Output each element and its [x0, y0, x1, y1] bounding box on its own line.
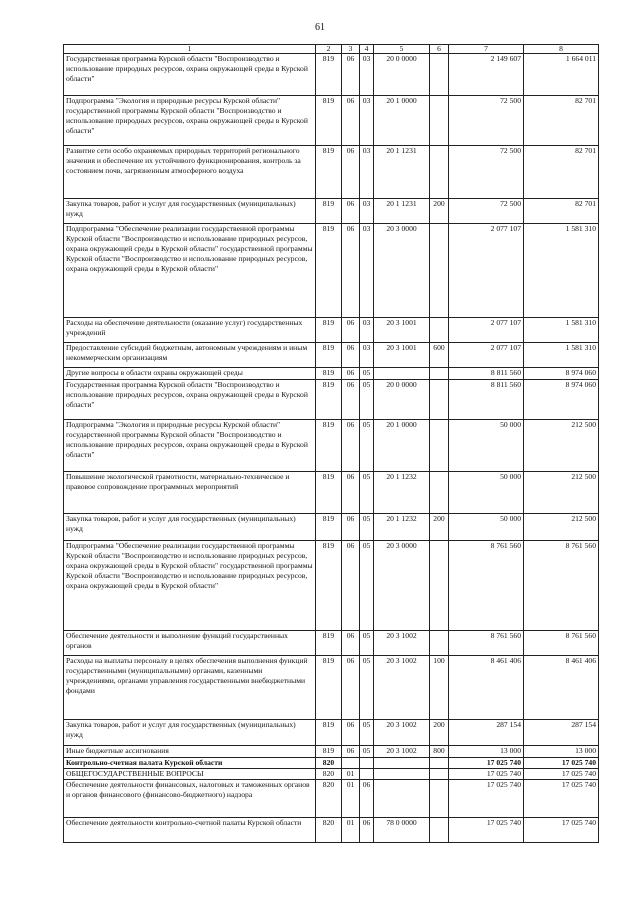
cell-subsection	[360, 758, 374, 769]
row-name: Государственная программа Курской области "Воспроизводство и использование природных ресурсов, охрана окружающей среды в Курской области"	[64, 54, 316, 96]
cell-subsection: 03	[360, 318, 374, 343]
cell-section: 06	[342, 541, 360, 631]
table-row	[64, 780, 599, 818]
cell-ministry: 820	[316, 780, 342, 818]
cell-section: 06	[342, 472, 360, 514]
cell-subsection: 05	[360, 420, 374, 472]
cell-section: 06	[342, 420, 360, 472]
cell-amount-year2: 17 025 740	[524, 780, 599, 818]
table-row	[64, 514, 599, 541]
cell-section: 06	[342, 54, 360, 96]
cell-amount-year2: 287 154	[524, 720, 599, 746]
cell-subsection: 05	[360, 368, 374, 380]
cell-target-article	[374, 780, 430, 818]
column-header: 4	[360, 45, 374, 54]
cell-amount-year1: 8 461 406	[449, 656, 524, 720]
cell-subsection: 05	[360, 746, 374, 758]
cell-ministry: 819	[316, 720, 342, 746]
cell-amount-year1: 2 077 107	[449, 318, 524, 343]
cell-expense-type	[430, 780, 449, 818]
cell-section: 06	[342, 343, 360, 368]
table-row	[64, 541, 599, 631]
cell-amount-year1: 287 154	[449, 720, 524, 746]
cell-subsection: 05	[360, 380, 374, 420]
cell-ministry: 820	[316, 758, 342, 769]
table-row	[64, 769, 599, 780]
cell-ministry: 819	[316, 343, 342, 368]
cell-target-article: 20 3 1002	[374, 720, 430, 746]
cell-amount-year1: 72 500	[449, 96, 524, 146]
cell-amount-year1: 8 811 560	[449, 380, 524, 420]
row-name: Расходы на выплаты персоналу в целях обеспечения выполнения функций государственными (муниципальными) органами, казенными учреждениями, органами управления государственными внебюджетными фондами	[64, 656, 316, 720]
cell-subsection: 05	[360, 514, 374, 541]
column-header: 2	[316, 45, 342, 54]
cell-target-article: 20 3 1001	[374, 343, 430, 368]
table-row	[64, 146, 599, 199]
cell-expense-type	[430, 380, 449, 420]
cell-expense-type	[430, 368, 449, 380]
cell-amount-year1: 17 025 740	[449, 818, 524, 843]
row-name: Предоставление субсидий бюджетным, автономным учреждениям и иным некоммерческим организациям	[64, 343, 316, 368]
cell-section: 06	[342, 224, 360, 318]
row-name: Подпрограмма "Экология и природные ресурсы Курской области" государственной программы Курской области "Воспроизводство и использование природных ресурсов, охрана окружающей среды в Курской области"	[64, 420, 316, 472]
cell-expense-type	[430, 224, 449, 318]
cell-ministry: 819	[316, 541, 342, 631]
cell-expense-type: 100	[430, 656, 449, 720]
row-name: Обеспечение деятельности финансовых, налоговых и таможенных органов и органов финансового (финансово-бюджетного) надзора	[64, 780, 316, 818]
cell-subsection: 03	[360, 343, 374, 368]
table-row	[64, 656, 599, 720]
row-name: Закупка товаров, работ и услуг для государственных (муниципальных) нужд	[64, 514, 316, 541]
row-name: Закупка товаров, работ и услуг для государственных (муниципальных) нужд	[64, 199, 316, 224]
table-row	[64, 631, 599, 656]
cell-target-article: 20 1 1232	[374, 514, 430, 541]
table-row	[64, 318, 599, 343]
cell-expense-type: 800	[430, 746, 449, 758]
cell-ministry: 819	[316, 631, 342, 656]
cell-expense-type	[430, 472, 449, 514]
table-row	[64, 199, 599, 224]
cell-amount-year2: 8 761 560	[524, 631, 599, 656]
cell-target-article: 20 0 0000	[374, 54, 430, 96]
cell-amount-year1: 8 761 560	[449, 541, 524, 631]
row-name: Подпрограмма "Обеспечение реализации государственной программы Курской области "Воспроизводство и использование природных ресурсов, охрана окружающей среды в Курской области" государственной программы Курской области "Воспроизводство и использование природных ресурсов, охрана окружающей среды в Курской области"	[64, 224, 316, 318]
cell-expense-type	[430, 54, 449, 96]
cell-ministry: 819	[316, 380, 342, 420]
cell-section: 01	[342, 818, 360, 843]
cell-expense-type	[430, 318, 449, 343]
cell-section: 06	[342, 631, 360, 656]
header-row	[64, 45, 599, 54]
cell-amount-year1: 50 000	[449, 420, 524, 472]
table-row	[64, 746, 599, 758]
column-header: 1	[64, 45, 316, 54]
column-header: 7	[449, 45, 524, 54]
cell-subsection: 06	[360, 818, 374, 843]
row-name: Подпрограмма "Обеспечение реализации государственной программы Курской области "Воспроизводство и использование природных ресурсов, охрана окружающей среды в Курской области" государственной программы Курской области "Воспроизводство и использование природных ресурсов, охрана окружающей среды в Курской области"	[64, 541, 316, 631]
cell-amount-year1: 8 761 560	[449, 631, 524, 656]
cell-subsection: 05	[360, 656, 374, 720]
cell-amount-year2: 8 974 060	[524, 368, 599, 380]
cell-target-article: 20 1 0000	[374, 420, 430, 472]
cell-amount-year2: 1 581 310	[524, 343, 599, 368]
cell-subsection: 03	[360, 224, 374, 318]
table-row	[64, 96, 599, 146]
table-row	[64, 720, 599, 746]
cell-amount-year1: 13 000	[449, 746, 524, 758]
cell-target-article	[374, 368, 430, 380]
cell-section: 06	[342, 96, 360, 146]
cell-ministry: 819	[316, 656, 342, 720]
cell-expense-type	[430, 769, 449, 780]
cell-amount-year1: 50 000	[449, 514, 524, 541]
row-name: Контрольно-счетная палата Курской области	[64, 758, 316, 769]
cell-amount-year1: 50 000	[449, 472, 524, 514]
cell-ministry: 820	[316, 769, 342, 780]
cell-subsection: 05	[360, 472, 374, 514]
cell-ministry: 819	[316, 224, 342, 318]
cell-section: 01	[342, 769, 360, 780]
table-row	[64, 818, 599, 843]
cell-expense-type	[430, 146, 449, 199]
table-row	[64, 380, 599, 420]
cell-ministry: 819	[316, 420, 342, 472]
cell-amount-year2: 8 974 060	[524, 380, 599, 420]
cell-expense-type	[430, 420, 449, 472]
cell-target-article: 20 1 1231	[374, 146, 430, 199]
table-row	[64, 368, 599, 380]
cell-target-article: 20 1 0000	[374, 96, 430, 146]
cell-ministry: 819	[316, 368, 342, 380]
cell-expense-type	[430, 96, 449, 146]
cell-ministry: 819	[316, 54, 342, 96]
cell-target-article: 20 3 1002	[374, 746, 430, 758]
cell-expense-type: 600	[430, 343, 449, 368]
row-name: Государственная программа Курской области "Воспроизводство и использование природных ресурсов, охрана окружающей среды в Курской области"	[64, 380, 316, 420]
cell-amount-year2: 8 761 560	[524, 541, 599, 631]
cell-amount-year1: 17 025 740	[449, 769, 524, 780]
row-name: Повышение экологической грамотности, материально-техническое и правовое сопровождение программных мероприятий	[64, 472, 316, 514]
column-header: 6	[430, 45, 449, 54]
cell-target-article: 20 3 0000	[374, 224, 430, 318]
cell-section: 01	[342, 780, 360, 818]
cell-subsection: 05	[360, 631, 374, 656]
table-row	[64, 758, 599, 769]
cell-subsection: 05	[360, 720, 374, 746]
cell-amount-year2: 212 500	[524, 472, 599, 514]
budget-table	[63, 44, 599, 843]
cell-subsection: 03	[360, 96, 374, 146]
cell-expense-type: 200	[430, 514, 449, 541]
cell-target-article: 78 0 0000	[374, 818, 430, 843]
cell-target-article: 20 1 1231	[374, 199, 430, 224]
cell-section: 06	[342, 380, 360, 420]
cell-amount-year2: 82 701	[524, 199, 599, 224]
row-name: Обеспечение деятельности контрольно-счетной палаты Курской области	[64, 818, 316, 843]
cell-amount-year1: 8 811 560	[449, 368, 524, 380]
cell-target-article	[374, 769, 430, 780]
cell-amount-year1: 72 500	[449, 199, 524, 224]
column-header: 5	[374, 45, 430, 54]
cell-ministry: 819	[316, 318, 342, 343]
table-row	[64, 54, 599, 96]
row-name: Подпрограмма "Экология и природные ресурсы Курской области" государственной программы Курской области "Воспроизводство и использование природных ресурсов, охрана окружающей среды в Курской области"	[64, 96, 316, 146]
cell-ministry: 819	[316, 96, 342, 146]
cell-amount-year2: 17 025 740	[524, 769, 599, 780]
cell-amount-year2: 1 664 011	[524, 54, 599, 96]
column-header: 8	[524, 45, 599, 54]
cell-ministry: 819	[316, 746, 342, 758]
row-name: ОБЩЕГОСУДАРСТВЕННЫЕ ВОПРОСЫ	[64, 769, 316, 780]
row-name: Закупка товаров, работ и услуг для государственных (муниципальных) нужд	[64, 720, 316, 746]
page-number: 61	[315, 22, 325, 33]
table-row	[64, 343, 599, 368]
cell-ministry: 819	[316, 146, 342, 199]
cell-amount-year1: 2 149 607	[449, 54, 524, 96]
cell-section: 06	[342, 146, 360, 199]
cell-section: 06	[342, 720, 360, 746]
table-row	[64, 472, 599, 514]
cell-expense-type: 200	[430, 199, 449, 224]
cell-target-article: 20 1 1232	[374, 472, 430, 514]
cell-subsection: 03	[360, 146, 374, 199]
cell-target-article: 20 3 1002	[374, 631, 430, 656]
cell-expense-type: 200	[430, 720, 449, 746]
cell-ministry: 820	[316, 818, 342, 843]
cell-expense-type	[430, 541, 449, 631]
cell-expense-type	[430, 818, 449, 843]
cell-amount-year1: 2 077 107	[449, 343, 524, 368]
cell-expense-type	[430, 758, 449, 769]
cell-amount-year1: 2 077 107	[449, 224, 524, 318]
cell-subsection: 06	[360, 780, 374, 818]
cell-amount-year2: 17 025 740	[524, 758, 599, 769]
cell-target-article: 20 3 1001	[374, 318, 430, 343]
cell-ministry: 819	[316, 199, 342, 224]
cell-section	[342, 758, 360, 769]
row-name: Развитие сети особо охраняемых природных территорий регионального значения и обеспечение их устойчивого функционирования, контроль за состоянием почв, загрязненным атмосферного воздуха	[64, 146, 316, 199]
cell-target-article	[374, 758, 430, 769]
table-row	[64, 224, 599, 318]
cell-subsection	[360, 769, 374, 780]
cell-amount-year2: 13 000	[524, 746, 599, 758]
cell-subsection: 05	[360, 541, 374, 631]
row-name: Иные бюджетные ассигнования	[64, 746, 316, 758]
table-row	[64, 420, 599, 472]
cell-amount-year2: 1 581 310	[524, 224, 599, 318]
cell-amount-year2: 82 701	[524, 146, 599, 199]
cell-ministry: 819	[316, 514, 342, 541]
cell-subsection: 03	[360, 199, 374, 224]
cell-section: 06	[342, 746, 360, 758]
cell-section: 06	[342, 318, 360, 343]
cell-amount-year2: 17 025 740	[524, 818, 599, 843]
row-name: Расходы на обеспечение деятельности (оказание услуг) государственных учреждений	[64, 318, 316, 343]
cell-expense-type	[430, 631, 449, 656]
cell-target-article: 20 3 1002	[374, 656, 430, 720]
cell-ministry: 819	[316, 472, 342, 514]
cell-amount-year1: 17 025 740	[449, 780, 524, 818]
cell-amount-year2: 212 500	[524, 420, 599, 472]
cell-amount-year2: 1 581 310	[524, 318, 599, 343]
cell-amount-year1: 72 500	[449, 146, 524, 199]
cell-section: 06	[342, 368, 360, 380]
cell-amount-year2: 82 701	[524, 96, 599, 146]
cell-target-article: 20 3 0000	[374, 541, 430, 631]
cell-target-article: 20 0 0000	[374, 380, 430, 420]
row-name: Другие вопросы в области охраны окружающей среды	[64, 368, 316, 380]
cell-amount-year2: 212 500	[524, 514, 599, 541]
column-header: 3	[342, 45, 360, 54]
row-name: Обеспечение деятельности и выполнение функций государственных органов	[64, 631, 316, 656]
cell-section: 06	[342, 199, 360, 224]
cell-section: 06	[342, 514, 360, 541]
cell-section: 06	[342, 656, 360, 720]
cell-subsection: 03	[360, 54, 374, 96]
cell-amount-year2: 8 461 406	[524, 656, 599, 720]
cell-amount-year1: 17 025 740	[449, 758, 524, 769]
